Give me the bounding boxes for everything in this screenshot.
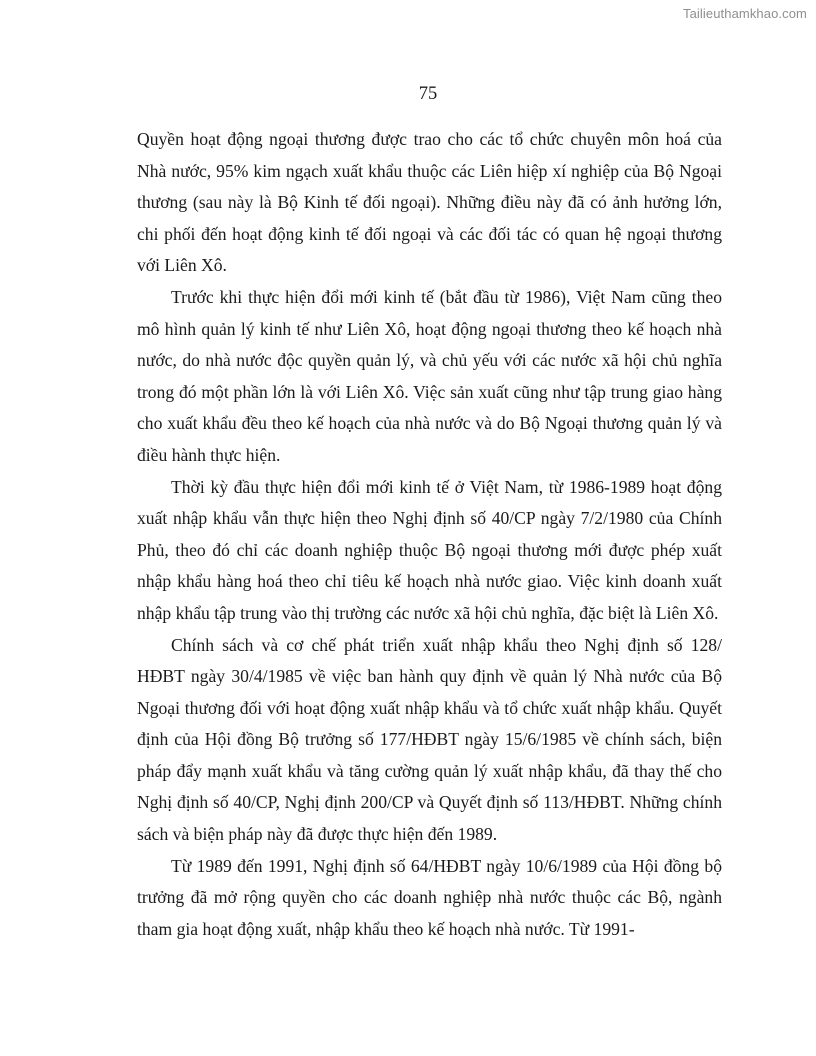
paragraph: Trước khi thực hiện đổi mới kinh tế (bắt đầu từ 1986), Việt Nam cũng theo mô hình quản lý kinh tế như Liên Xô, hoạt động ngoại thương theo kế hoạch nhà nước, do nhà nước độc quyền quản lý, và chủ yếu với các nước xã hội chủ nghĩa trong đó một phần lớn là với Liên Xô. Việc sản xuất cũng như tập trung giao hàng cho xuất khẩu đều theo kế hoạch của nhà nước và do Bộ Ngoại thương quản lý và điều hành thực hiện. [137, 286, 722, 465]
page-number: 75 [418, 84, 438, 104]
watermark: Tailieuthamkhao.com [682, 6, 807, 21]
paragraph: Thời kỳ đầu thực hiện đổi mới kinh tế ở Việt Nam, từ 1986-1989 hoạt động xuất nhập khẩu vẫn thực hiện theo Nghị định số 40/CP ngày 7/2/1980 của Chính Phủ, theo đó chỉ các doanh nghiệp thuộc Bộ ngoại thương mới được phép xuất nhập khẩu hàng hoá theo chỉ tiêu kế hoạch nhà nước giao. Việc kinh doanh xuất nhập khẩu tập trung vào thị trường các nước xã hội chủ nghĩa, đặc biệt là Liên Xô. [137, 476, 722, 623]
paragraph: Chính sách và cơ chế phát triển xuất nhập khẩu theo Nghị định số 128/ HĐBT ngày 30/4/1985 về việc ban hành quy định về quản lý Nhà nước của Bộ Ngoại thương đối với hoạt động xuất nhập khẩu và tổ chức xuất nhập khẩu. Quyết định của Hội đồng Bộ trưởng số 177/HĐBT ngày 15/6/1985 về chính sách, biện pháp đẩy mạnh xuất khẩu và tăng cường quản lý xuất nhập khẩu, đã thay thế cho Nghị định số 40/CP, Nghị định 200/CP và Quyết định số 113/HĐBT. Những chính sách và biện pháp này đã được thực hiện đến 1989. [137, 634, 722, 845]
paragraph: Từ 1989 đến 1991, Nghị định số 64/HĐBT ngày 10/6/1989 của Hội đồng bộ trưởng đã mở rộng quyền cho các doanh nghiệp nhà nước thuộc các Bộ, ngành tham gia hoạt động xuất, nhập khẩu theo kế hoạch nhà nước. Từ 1991- [137, 855, 722, 939]
paragraph: Quyền hoạt động ngoại thương được trao cho các tổ chức chuyên môn hoá của Nhà nước, 95% kim ngạch xuất khẩu thuộc các Liên hiệp xí nghiệp của Bộ Ngoại thương (sau này là Bộ Kinh tế đối ngoại). Những điều này đã có ảnh hưởng lớn, chi phối đến hoạt động kinh tế đối ngoại và các đối tác có quan hệ ngoại thương với Liên Xô. [137, 129, 722, 276]
document-body [137, 124, 722, 945]
